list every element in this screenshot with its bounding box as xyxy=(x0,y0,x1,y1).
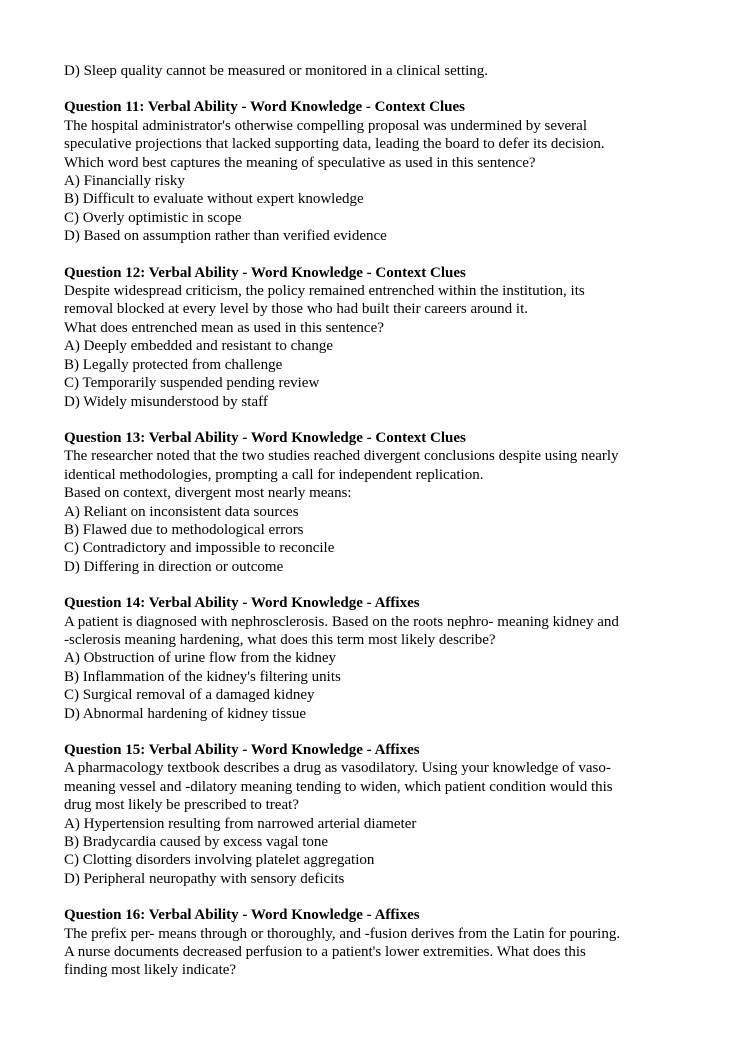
answer-option: C) Surgical removal of a damaged kidney xyxy=(64,687,315,704)
answer-option: C) Overly optimistic in scope xyxy=(64,209,242,226)
question-title: Question 15: Verbal Ability - Word Knowledge - Affixes xyxy=(64,742,420,758)
question-block xyxy=(64,741,674,888)
answer-option: B) Difficult to evaluate without expert knowledge xyxy=(64,191,364,208)
answer-option: A) Financially risky xyxy=(64,173,185,190)
document-page xyxy=(64,62,674,980)
question-list xyxy=(64,98,674,979)
question-block xyxy=(64,98,674,245)
question-stem-line: What does entrenched mean as used in this sentence? xyxy=(64,319,384,336)
question-stem-line: finding most likely indicate? xyxy=(64,962,237,979)
answer-option: A) Deeply embedded and resistant to change xyxy=(64,338,334,355)
answer-option: A) Hypertension resulting from narrowed arterial diameter xyxy=(64,815,417,832)
question-title: Question 14: Verbal Ability - Word Knowledge - Affixes xyxy=(64,595,420,612)
question-stem-line: A nurse documents decreased perfusion to a patient's lower extremities. What does this xyxy=(64,944,586,961)
question-title: Question 13: Verbal Ability - Word Knowledge - Context Clues xyxy=(64,429,466,446)
question-title: Question 11: Verbal Ability - Word Knowledge - Context Clues xyxy=(64,99,466,116)
question-stem-line: speculative projections that lacked supporting data, leading the board to defer its decision. xyxy=(64,136,605,153)
question-block xyxy=(64,429,674,576)
question-stem-line: drug most likely be prescribed to treat? xyxy=(64,797,299,814)
answer-option: A) Reliant on inconsistent data sources xyxy=(64,503,299,520)
question-stem-line: A patient is diagnosed with nephrosclerosis. Based on the roots nephro- meaning kidney and xyxy=(64,613,619,630)
question-stem-line: The hospital administrator's otherwise compelling proposal was undermined by several xyxy=(64,117,587,134)
question-block xyxy=(64,264,674,411)
answer-option: D) Differing in direction or outcome xyxy=(64,558,284,575)
answer-option: A) Obstruction of urine flow from the kidney xyxy=(64,650,337,667)
question-title: Question 16: Verbal Ability - Word Knowledge - Affixes xyxy=(64,907,420,924)
answer-option: D) Widely misunderstood by staff xyxy=(64,393,268,410)
answer-option: D) Based on assumption rather than verified evidence xyxy=(64,228,387,245)
answer-option: D) Peripheral neuropathy with sensory deficits xyxy=(64,870,345,887)
question-stem-line: removal blocked at every level by those who had built their careers around it. xyxy=(64,301,529,318)
question-stem-line: -sclerosis meaning hardening, what does this term most likely describe? xyxy=(64,631,496,648)
question-stem-line: meaning vessel and -dilatory meaning tending to widen, which patient condition would this xyxy=(64,778,613,795)
question-block xyxy=(64,594,674,723)
answer-option: C) Clotting disorders involving platelet aggregation xyxy=(64,852,375,869)
answer-option: C) Temporarily suspended pending review xyxy=(64,375,320,392)
answer-option: C) Contradictory and impossible to reconcile xyxy=(64,540,335,557)
question-stem-line: Which word best captures the meaning of speculative as used in this sentence? xyxy=(64,154,536,171)
question-stem-line: identical methodologies, prompting a call for independent replication. xyxy=(64,466,484,483)
question-stem-line: The researcher noted that the two studies reached divergent conclusions despite using nearly xyxy=(64,448,619,465)
question-block xyxy=(64,906,674,980)
question-title: Question 12: Verbal Ability - Word Knowledge - Context Clues xyxy=(64,264,466,281)
previous-answer-option: D) Sleep quality cannot be measured or monitored in a clinical setting. xyxy=(64,63,489,79)
question-stem-line: Despite widespread criticism, the policy remained entrenched within the institution, its xyxy=(64,283,585,300)
question-stem-line: The prefix per- means through or thoroughly, and -fusion derives from the Latin for pouring. xyxy=(64,925,621,942)
answer-option: D) Abnormal hardening of kidney tissue xyxy=(64,705,307,722)
answer-option: B) Flawed due to methodological errors xyxy=(64,521,304,538)
answer-option: B) Legally protected from challenge xyxy=(64,356,283,373)
question-stem-line: A pharmacology textbook describes a drug as vasodilatory. Using your knowledge of vaso- xyxy=(64,760,611,777)
question-stem-line: Based on context, divergent most nearly means: xyxy=(64,485,352,502)
answer-option: B) Bradycardia caused by excess vagal tone xyxy=(64,834,329,851)
answer-option: B) Inflammation of the kidney's filtering units xyxy=(64,668,341,685)
